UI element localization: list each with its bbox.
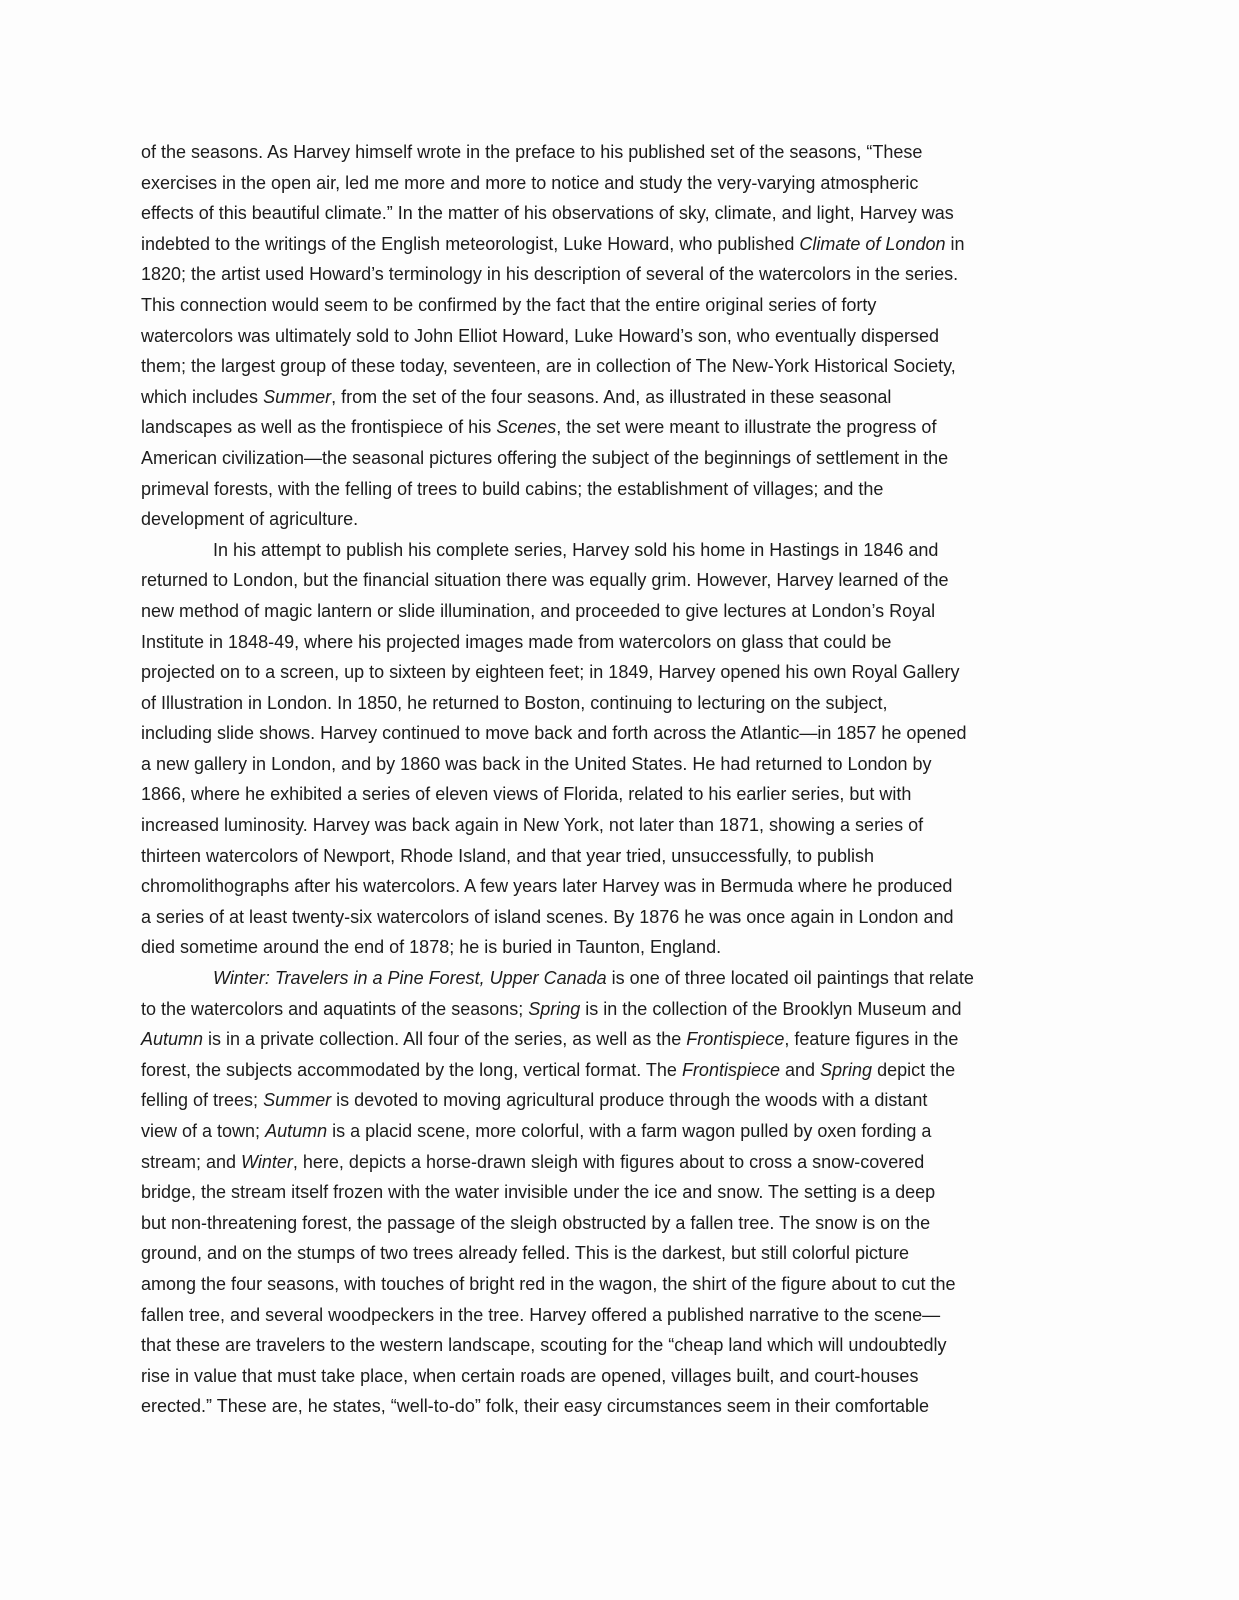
text-line bbox=[141, 871, 1081, 902]
italic-title: Summer bbox=[263, 386, 332, 407]
paragraph bbox=[141, 963, 1081, 1422]
text-run: , from the set of the four seasons. And, as illustrated in these seasonal bbox=[331, 386, 892, 407]
text-run: is in the collection of the Brooklyn Museum and bbox=[580, 998, 962, 1019]
body-text bbox=[141, 137, 1081, 1422]
text-line bbox=[141, 290, 1081, 321]
text-run: rise in value that must take place, when certain roads are opened, villages built, and court-houses bbox=[141, 1365, 919, 1386]
italic-title: Spring bbox=[820, 1059, 873, 1080]
text-line bbox=[141, 137, 1081, 168]
text-run: , the set were meant to illustrate the progress of bbox=[556, 417, 937, 438]
text-line bbox=[141, 1391, 1081, 1422]
text-run: American civilization—the seasonal pictures offering the subject of the beginnings of settlement in the bbox=[141, 447, 949, 468]
text-run: is a placid scene, more colorful, with a farm wagon pulled by oxen fording a bbox=[327, 1121, 932, 1141]
text-run: stream; and bbox=[141, 1151, 242, 1172]
text-line bbox=[141, 504, 1081, 535]
text-run: that these are travelers to the western landscape, scouting for the “cheap land which will undoubtedly bbox=[141, 1335, 947, 1356]
text-run: primeval forests, with the felling of trees to build cabins; the establishment of villages; and the bbox=[141, 478, 884, 499]
text-line bbox=[141, 627, 1081, 658]
text-line bbox=[141, 1147, 1081, 1178]
text-run: Institute in 1848-49, where his projected images made from watercolors on glass that could be bbox=[141, 631, 892, 652]
text-run: development of agriculture. bbox=[141, 509, 359, 530]
paragraph bbox=[141, 137, 1081, 535]
text-line bbox=[141, 259, 1081, 290]
text-run: ground, and on the stumps of two trees already felled. This is the darkest, but still colorful picture bbox=[141, 1243, 910, 1264]
text-run: effects of this beautiful climate.” In the matter of his observations of sky, climate, and light, Harvey was bbox=[141, 203, 954, 224]
italic-title: Scenes bbox=[496, 417, 557, 438]
text-run: new method of magic lantern or slide illumination, and proceeded to give lectures at London’s Royal bbox=[141, 600, 936, 621]
italic-title: Climate of London bbox=[799, 233, 946, 254]
text-run: forest, the subjects accommodated by the long, vertical format. The bbox=[141, 1059, 682, 1080]
text-run: chromolithographs after his watercolors. A few years later Harvey was in Bermuda where he produced bbox=[141, 876, 953, 897]
text-line bbox=[141, 932, 1081, 963]
text-line bbox=[141, 688, 1081, 719]
text-line bbox=[141, 1177, 1081, 1208]
text-run: of Illustration in London. In 1850, he returned to Boston, continuing to lecturing on the subject, bbox=[141, 692, 888, 713]
paragraph bbox=[141, 535, 1081, 963]
text-line bbox=[141, 749, 1081, 780]
text-run: bridge, the stream itself frozen with the water invisible under the ice and snow. The setting is a deep bbox=[141, 1182, 936, 1203]
text-run: is one of three located oil paintings that relate bbox=[606, 968, 974, 989]
italic-title: Winter bbox=[241, 1151, 293, 1172]
text-line bbox=[141, 229, 1081, 260]
italic-title: Frontispiece bbox=[686, 1029, 785, 1050]
italic-title: Spring bbox=[528, 998, 581, 1019]
text-line bbox=[141, 902, 1081, 933]
italic-title: Autumn bbox=[265, 1121, 328, 1141]
text-line bbox=[141, 565, 1081, 596]
text-run: a new gallery in London, and by 1860 was back in the United States. He had returned to London by bbox=[141, 753, 932, 774]
text-line bbox=[141, 1238, 1081, 1269]
text-line bbox=[141, 1269, 1081, 1300]
text-line bbox=[141, 1055, 1081, 1086]
text-line bbox=[141, 810, 1081, 841]
text-run: returned to London, but the financial situation there was equally grim. However, Harvey learned of the bbox=[141, 570, 949, 591]
text-line bbox=[141, 168, 1081, 199]
text-run: including slide shows. Harvey continued to move back and forth across the Atlantic—in 1857 he opened bbox=[141, 723, 967, 744]
text-run: In his attempt to publish his complete series, Harvey sold his home in Hastings in 1846 and bbox=[213, 539, 939, 560]
text-run: , feature figures in the bbox=[784, 1029, 959, 1050]
text-line bbox=[141, 1024, 1081, 1055]
text-line bbox=[141, 963, 1081, 994]
text-run: 1866, where he exhibited a series of eleven views of Florida, related to his earlier series, but with bbox=[141, 784, 912, 805]
text-line bbox=[141, 1208, 1081, 1239]
text-run: 1820; the artist used Howard’s terminology in his description of several of the watercolors in the series. bbox=[141, 264, 959, 285]
text-line bbox=[141, 351, 1081, 382]
text-line bbox=[141, 382, 1081, 413]
text-line bbox=[141, 198, 1081, 229]
text-line bbox=[141, 474, 1081, 505]
text-run: in bbox=[945, 233, 965, 254]
text-run: of the seasons. As Harvey himself wrote in the preface to his published set of the seasons, “These bbox=[141, 142, 923, 162]
text-line bbox=[141, 1085, 1081, 1116]
text-line bbox=[141, 657, 1081, 688]
text-line bbox=[141, 1361, 1081, 1392]
text-run: watercolors was ultimately sold to John Elliot Howard, Luke Howard’s son, who eventually dispersed bbox=[141, 325, 940, 346]
text-run: This connection would seem to be confirmed by the fact that the entire original series of forty bbox=[141, 294, 877, 315]
text-run: but non-threatening forest, the passage of the sleigh obstructed by a fallen tree. The snow is on the bbox=[141, 1212, 931, 1233]
text-run: to the watercolors and aquatints of the seasons; bbox=[141, 998, 529, 1019]
text-run: , here, depicts a horse-drawn sleigh with figures about to cross a snow-covered bbox=[292, 1151, 925, 1172]
text-run: a series of at least twenty-six watercolors of island scenes. By 1876 he was once again in London and bbox=[141, 906, 954, 927]
text-run: erected.” These are, he states, “well-to-do” folk, their easy circumstances seem in their comfortable bbox=[141, 1396, 929, 1417]
text-line bbox=[141, 535, 1081, 566]
text-run: felling of trees; bbox=[141, 1090, 264, 1111]
text-run: is in a private collection. All four of the series, as well as the bbox=[203, 1029, 687, 1050]
text-line bbox=[141, 1116, 1081, 1147]
text-run: and bbox=[779, 1059, 821, 1080]
italic-title: Autumn bbox=[141, 1029, 204, 1050]
text-run: indebted to the writings of the English meteorologist, Luke Howard, who published bbox=[141, 233, 800, 254]
text-line bbox=[141, 412, 1081, 443]
text-line bbox=[141, 994, 1081, 1025]
italic-title: Summer bbox=[263, 1090, 332, 1111]
text-line bbox=[141, 1330, 1081, 1361]
text-line bbox=[141, 779, 1081, 810]
text-run: fallen tree, and several woodpeckers in the tree. Harvey offered a published narrative to the scene— bbox=[141, 1304, 941, 1325]
text-run: died sometime around the end of 1878; he is buried in Taunton, England. bbox=[141, 937, 722, 958]
text-line bbox=[141, 443, 1081, 474]
text-run: thirteen watercolors of Newport, Rhode Island, and that year tried, unsuccessfully, to publish bbox=[141, 845, 875, 866]
text-run: projected on to a screen, up to sixteen by eighteen feet; in 1849, Harvey opened his own Royal Gallery bbox=[141, 662, 960, 683]
text-line bbox=[141, 596, 1081, 627]
text-run: them; the largest group of these today, seventeen, are in collection of The New-York Historical Society, bbox=[141, 356, 956, 377]
text-line bbox=[141, 841, 1081, 872]
text-line bbox=[141, 718, 1081, 749]
text-run: view of a town; bbox=[141, 1121, 266, 1141]
text-run: depict the bbox=[872, 1059, 956, 1080]
text-line bbox=[141, 1300, 1081, 1331]
text-run: exercises in the open air, led me more and more to notice and study the very-varying atmospheric bbox=[141, 172, 919, 193]
text-run: is devoted to moving agricultural produce through the woods with a distant bbox=[331, 1090, 928, 1111]
text-line bbox=[141, 321, 1081, 352]
text-run: landscapes as well as the frontispiece of his bbox=[141, 417, 497, 438]
italic-title: Winter: Travelers in a Pine Forest, Upper Canada bbox=[213, 968, 607, 989]
text-run: which includes bbox=[141, 386, 264, 407]
text-run: increased luminosity. Harvey was back again in New York, not later than 1871, showing a series of bbox=[141, 815, 924, 836]
italic-title: Frontispiece bbox=[681, 1059, 780, 1080]
text-run: among the four seasons, with touches of bright red in the wagon, the shirt of the figure about to cut the bbox=[141, 1273, 956, 1294]
